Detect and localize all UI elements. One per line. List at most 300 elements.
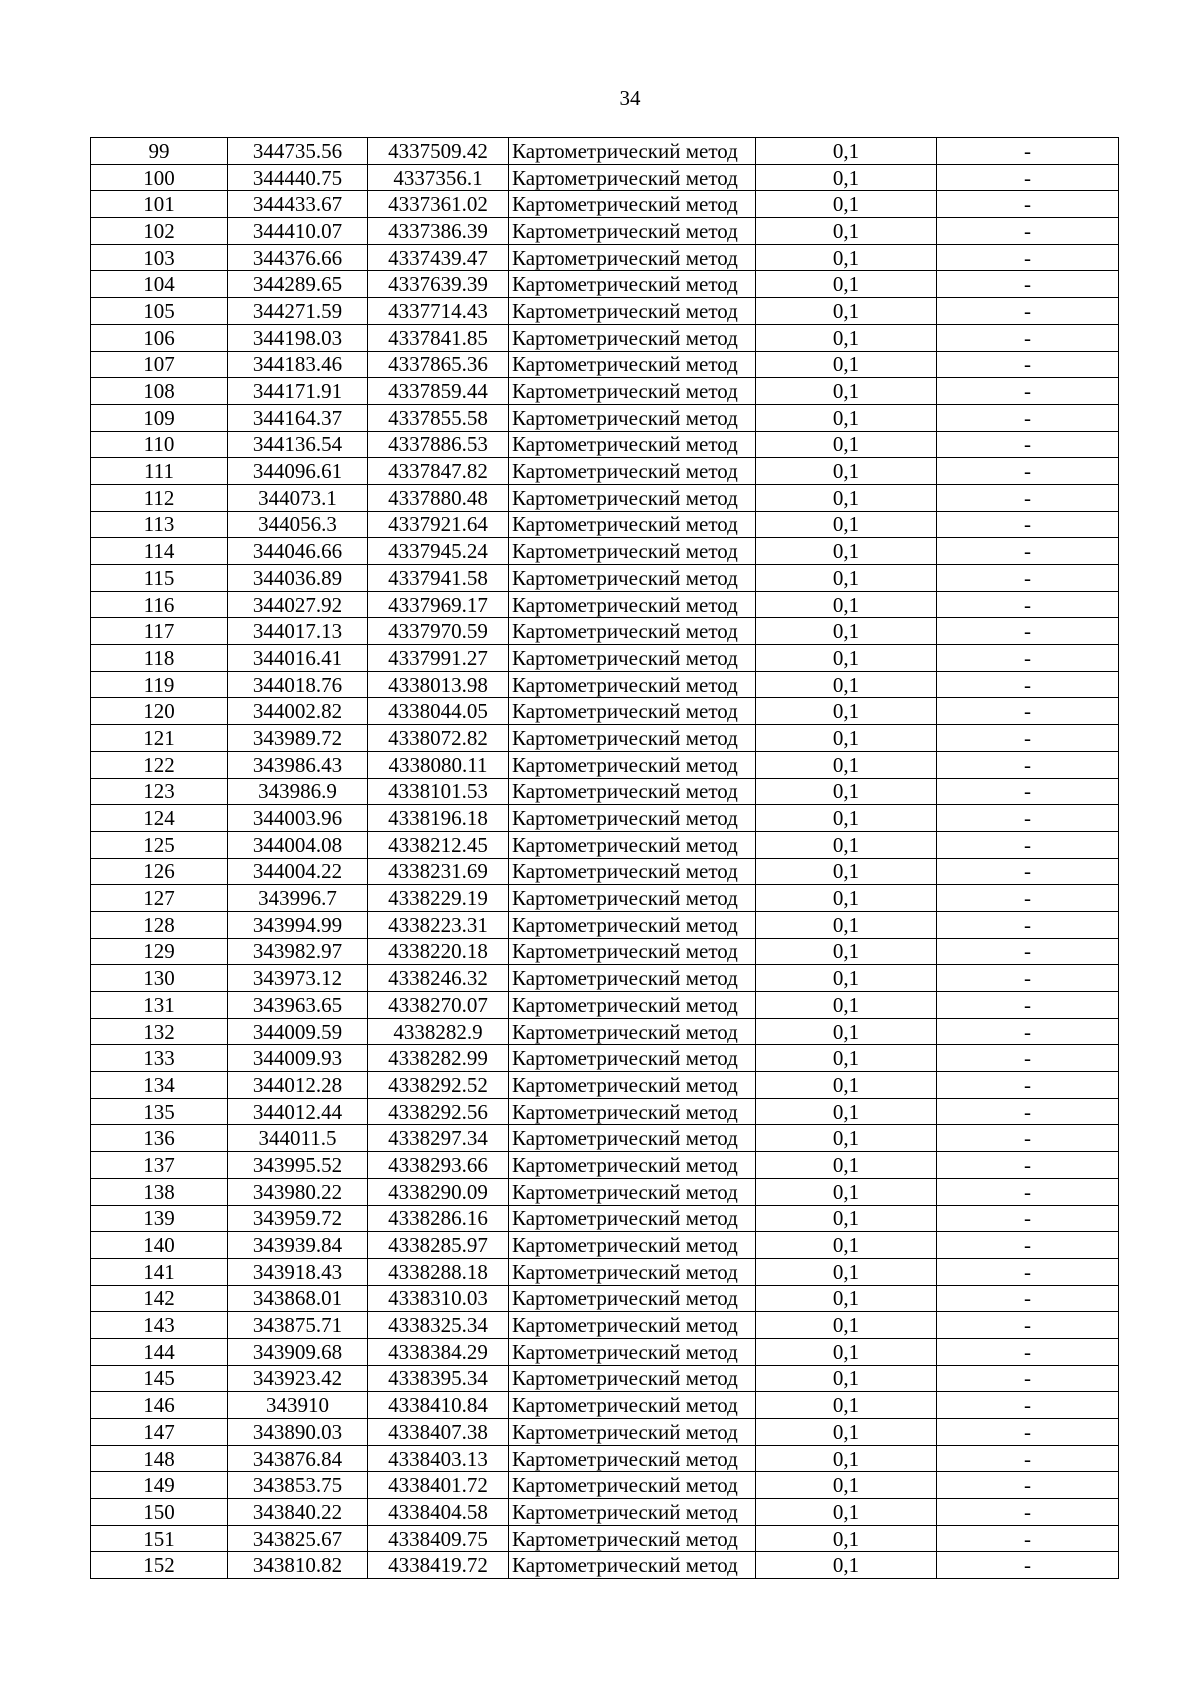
x-coordinate-cell: 344016.41 [228, 645, 368, 672]
y-coordinate-cell: 4338072.82 [368, 725, 509, 752]
accuracy-cell: 0,1 [756, 164, 937, 191]
description-cell: - [937, 911, 1119, 938]
point-number-cell: 114 [91, 538, 228, 565]
y-coordinate-cell: 4338231.69 [368, 858, 509, 885]
y-coordinate-cell: 4337639.39 [368, 271, 509, 298]
method-cell: Картометрический метод [509, 1285, 756, 1312]
table-row [91, 1312, 1119, 1339]
accuracy-cell: 0,1 [756, 565, 937, 592]
point-number-cell: 129 [91, 938, 228, 965]
method-cell: Картометрический метод [509, 1499, 756, 1526]
table-row [91, 1205, 1119, 1232]
description-cell: - [937, 565, 1119, 592]
y-coordinate-cell: 4337921.64 [368, 511, 509, 538]
y-coordinate-cell: 4338409.75 [368, 1525, 509, 1552]
x-coordinate-cell: 344271.59 [228, 298, 368, 325]
x-coordinate-cell: 344433.67 [228, 191, 368, 218]
x-coordinate-cell: 343890.03 [228, 1419, 368, 1446]
description-cell: - [937, 351, 1119, 378]
y-coordinate-cell: 4337941.58 [368, 565, 509, 592]
description-cell: - [937, 1312, 1119, 1339]
point-number-cell: 130 [91, 965, 228, 992]
accuracy-cell: 0,1 [756, 271, 937, 298]
accuracy-cell: 0,1 [756, 698, 937, 725]
method-cell: Картометрический метод [509, 965, 756, 992]
method-cell: Картометрический метод [509, 431, 756, 458]
x-coordinate-cell: 343875.71 [228, 1312, 368, 1339]
x-coordinate-cell: 344440.75 [228, 164, 368, 191]
method-cell: Картометрический метод [509, 484, 756, 511]
accuracy-cell: 0,1 [756, 1045, 937, 1072]
table-row [91, 484, 1119, 511]
x-coordinate-cell: 343963.65 [228, 992, 368, 1019]
method-cell: Картометрический метод [509, 911, 756, 938]
description-cell: - [937, 1205, 1119, 1232]
method-cell: Картометрический метод [509, 805, 756, 832]
y-coordinate-cell: 4338403.13 [368, 1445, 509, 1472]
table-row [91, 404, 1119, 431]
point-number-cell: 125 [91, 831, 228, 858]
y-coordinate-cell: 4337859.44 [368, 378, 509, 405]
y-coordinate-cell: 4337714.43 [368, 298, 509, 325]
y-coordinate-cell: 4338292.52 [368, 1072, 509, 1099]
x-coordinate-cell: 344735.56 [228, 138, 368, 165]
method-cell: Картометрический метод [509, 378, 756, 405]
y-coordinate-cell: 4338384.29 [368, 1338, 509, 1365]
x-coordinate-cell: 344036.89 [228, 565, 368, 592]
table-row [91, 1018, 1119, 1045]
point-number-cell: 99 [91, 138, 228, 165]
accuracy-cell: 0,1 [756, 831, 937, 858]
accuracy-cell: 0,1 [756, 538, 937, 565]
accuracy-cell: 0,1 [756, 511, 937, 538]
point-number-cell: 116 [91, 591, 228, 618]
method-cell: Картометрический метод [509, 538, 756, 565]
table-row [91, 271, 1119, 298]
method-cell: Картометрический метод [509, 1365, 756, 1392]
method-cell: Картометрический метод [509, 1392, 756, 1419]
accuracy-cell: 0,1 [756, 351, 937, 378]
y-coordinate-cell: 4338325.34 [368, 1312, 509, 1339]
y-coordinate-cell: 4338401.72 [368, 1472, 509, 1499]
y-coordinate-cell: 4338395.34 [368, 1365, 509, 1392]
accuracy-cell: 0,1 [756, 431, 937, 458]
description-cell: - [937, 805, 1119, 832]
point-number-cell: 144 [91, 1338, 228, 1365]
method-cell: Картометрический метод [509, 458, 756, 485]
method-cell: Картометрический метод [509, 351, 756, 378]
x-coordinate-cell: 344136.54 [228, 431, 368, 458]
description-cell: - [937, 1045, 1119, 1072]
table-row [91, 164, 1119, 191]
accuracy-cell: 0,1 [756, 1072, 937, 1099]
table-row [91, 1419, 1119, 1446]
y-coordinate-cell: 4338196.18 [368, 805, 509, 832]
y-coordinate-cell: 4337439.47 [368, 244, 509, 271]
accuracy-cell: 0,1 [756, 1312, 937, 1339]
x-coordinate-cell: 344171.91 [228, 378, 368, 405]
y-coordinate-cell: 4338044.05 [368, 698, 509, 725]
x-coordinate-cell: 343810.82 [228, 1552, 368, 1579]
point-number-cell: 150 [91, 1499, 228, 1526]
method-cell: Картометрический метод [509, 725, 756, 752]
method-cell: Картометрический метод [509, 645, 756, 672]
description-cell: - [937, 751, 1119, 778]
point-number-cell: 101 [91, 191, 228, 218]
point-number-cell: 103 [91, 244, 228, 271]
description-cell: - [937, 1419, 1119, 1446]
table-row [91, 138, 1119, 165]
accuracy-cell: 0,1 [756, 191, 937, 218]
method-cell: Картометрический метод [509, 565, 756, 592]
table-row [91, 218, 1119, 245]
accuracy-cell: 0,1 [756, 378, 937, 405]
point-number-cell: 106 [91, 324, 228, 351]
point-number-cell: 124 [91, 805, 228, 832]
y-coordinate-cell: 4338220.18 [368, 938, 509, 965]
description-cell: - [937, 831, 1119, 858]
point-number-cell: 137 [91, 1152, 228, 1179]
x-coordinate-cell: 344009.59 [228, 1018, 368, 1045]
x-coordinate-cell: 343994.99 [228, 911, 368, 938]
accuracy-cell: 0,1 [756, 1499, 937, 1526]
description-cell: - [937, 645, 1119, 672]
coordinates-table [90, 137, 1119, 1579]
y-coordinate-cell: 4338292.56 [368, 1098, 509, 1125]
point-number-cell: 110 [91, 431, 228, 458]
y-coordinate-cell: 4337991.27 [368, 645, 509, 672]
accuracy-cell: 0,1 [756, 1178, 937, 1205]
table-row [91, 191, 1119, 218]
method-cell: Картометрический метод [509, 298, 756, 325]
x-coordinate-cell: 344027.92 [228, 591, 368, 618]
method-cell: Картометрический метод [509, 324, 756, 351]
y-coordinate-cell: 4338293.66 [368, 1152, 509, 1179]
y-coordinate-cell: 4338013.98 [368, 671, 509, 698]
accuracy-cell: 0,1 [756, 645, 937, 672]
table-row [91, 938, 1119, 965]
accuracy-cell: 0,1 [756, 1552, 937, 1579]
description-cell: - [937, 538, 1119, 565]
description-cell: - [937, 1525, 1119, 1552]
point-number-cell: 132 [91, 1018, 228, 1045]
accuracy-cell: 0,1 [756, 298, 937, 325]
table-row [91, 698, 1119, 725]
point-number-cell: 127 [91, 885, 228, 912]
x-coordinate-cell: 344289.65 [228, 271, 368, 298]
method-cell: Картометрический метод [509, 1445, 756, 1472]
point-number-cell: 134 [91, 1072, 228, 1099]
description-cell: - [937, 938, 1119, 965]
method-cell: Картометрический метод [509, 1312, 756, 1339]
y-coordinate-cell: 4338286.16 [368, 1205, 509, 1232]
method-cell: Картометрический метод [509, 1419, 756, 1446]
method-cell: Картометрический метод [509, 1338, 756, 1365]
description-cell: - [937, 1445, 1119, 1472]
description-cell: - [937, 404, 1119, 431]
accuracy-cell: 0,1 [756, 484, 937, 511]
description-cell: - [937, 1152, 1119, 1179]
x-coordinate-cell: 344004.08 [228, 831, 368, 858]
table-row [91, 1098, 1119, 1125]
method-cell: Картометрический метод [509, 698, 756, 725]
y-coordinate-cell: 4338410.84 [368, 1392, 509, 1419]
x-coordinate-cell: 344056.3 [228, 511, 368, 538]
table-row [91, 1472, 1119, 1499]
accuracy-cell: 0,1 [756, 1472, 937, 1499]
accuracy-cell: 0,1 [756, 1338, 937, 1365]
y-coordinate-cell: 4337361.02 [368, 191, 509, 218]
table-row [91, 378, 1119, 405]
x-coordinate-cell: 344376.66 [228, 244, 368, 271]
table-row [91, 1499, 1119, 1526]
x-coordinate-cell: 344018.76 [228, 671, 368, 698]
x-coordinate-cell: 344012.28 [228, 1072, 368, 1099]
description-cell: - [937, 1392, 1119, 1419]
accuracy-cell: 0,1 [756, 1018, 937, 1045]
table-row [91, 324, 1119, 351]
accuracy-cell: 0,1 [756, 911, 937, 938]
y-coordinate-cell: 4337847.82 [368, 458, 509, 485]
accuracy-cell: 0,1 [756, 885, 937, 912]
x-coordinate-cell: 344073.1 [228, 484, 368, 511]
accuracy-cell: 0,1 [756, 725, 937, 752]
x-coordinate-cell: 343982.97 [228, 938, 368, 965]
table-row [91, 885, 1119, 912]
x-coordinate-cell: 344198.03 [228, 324, 368, 351]
method-cell: Картометрический метод [509, 778, 756, 805]
method-cell: Картометрический метод [509, 992, 756, 1019]
y-coordinate-cell: 4338297.34 [368, 1125, 509, 1152]
method-cell: Картометрический метод [509, 1045, 756, 1072]
accuracy-cell: 0,1 [756, 778, 937, 805]
table-row [91, 244, 1119, 271]
method-cell: Картометрический метод [509, 1552, 756, 1579]
description-cell: - [937, 1072, 1119, 1099]
accuracy-cell: 0,1 [756, 1525, 937, 1552]
accuracy-cell: 0,1 [756, 1285, 937, 1312]
table-row [91, 1072, 1119, 1099]
table-row [91, 725, 1119, 752]
x-coordinate-cell: 344012.44 [228, 1098, 368, 1125]
description-cell: - [937, 1472, 1119, 1499]
y-coordinate-cell: 4337509.42 [368, 138, 509, 165]
accuracy-cell: 0,1 [756, 1392, 937, 1419]
description-cell: - [937, 458, 1119, 485]
description-cell: - [937, 591, 1119, 618]
description-cell: - [937, 298, 1119, 325]
accuracy-cell: 0,1 [756, 591, 937, 618]
point-number-cell: 146 [91, 1392, 228, 1419]
description-cell: - [937, 511, 1119, 538]
coordinates-table-body [91, 138, 1119, 1579]
point-number-cell: 126 [91, 858, 228, 885]
description-cell: - [937, 1178, 1119, 1205]
method-cell: Картометрический метод [509, 404, 756, 431]
point-number-cell: 133 [91, 1045, 228, 1072]
point-number-cell: 119 [91, 671, 228, 698]
x-coordinate-cell: 343995.52 [228, 1152, 368, 1179]
point-number-cell: 118 [91, 645, 228, 672]
accuracy-cell: 0,1 [756, 1205, 937, 1232]
description-cell: - [937, 324, 1119, 351]
page-number: 34 [619, 86, 641, 110]
method-cell: Картометрический метод [509, 1258, 756, 1285]
y-coordinate-cell: 4338419.72 [368, 1552, 509, 1579]
x-coordinate-cell: 343876.84 [228, 1445, 368, 1472]
method-cell: Картометрический метод [509, 1125, 756, 1152]
table-row [91, 671, 1119, 698]
table-row [91, 1258, 1119, 1285]
accuracy-cell: 0,1 [756, 1125, 937, 1152]
point-number-cell: 141 [91, 1258, 228, 1285]
y-coordinate-cell: 4337855.58 [368, 404, 509, 431]
point-number-cell: 140 [91, 1232, 228, 1259]
y-coordinate-cell: 4338282.9 [368, 1018, 509, 1045]
accuracy-cell: 0,1 [756, 671, 937, 698]
method-cell: Картометрический метод [509, 511, 756, 538]
point-number-cell: 148 [91, 1445, 228, 1472]
table-row [91, 992, 1119, 1019]
point-number-cell: 120 [91, 698, 228, 725]
x-coordinate-cell: 343868.01 [228, 1285, 368, 1312]
description-cell: - [937, 1125, 1119, 1152]
table-row [91, 911, 1119, 938]
method-cell: Картометрический метод [509, 1232, 756, 1259]
table-row [91, 965, 1119, 992]
method-cell: Картометрический метод [509, 244, 756, 271]
y-coordinate-cell: 4337970.59 [368, 618, 509, 645]
table-row [91, 351, 1119, 378]
accuracy-cell: 0,1 [756, 1258, 937, 1285]
point-number-cell: 115 [91, 565, 228, 592]
x-coordinate-cell: 343989.72 [228, 725, 368, 752]
table-row [91, 1045, 1119, 1072]
description-cell: - [937, 778, 1119, 805]
x-coordinate-cell: 344011.5 [228, 1125, 368, 1152]
y-coordinate-cell: 4338404.58 [368, 1499, 509, 1526]
x-coordinate-cell: 343840.22 [228, 1499, 368, 1526]
description-cell: - [937, 858, 1119, 885]
accuracy-cell: 0,1 [756, 138, 937, 165]
description-cell: - [937, 218, 1119, 245]
x-coordinate-cell: 343996.7 [228, 885, 368, 912]
x-coordinate-cell: 343959.72 [228, 1205, 368, 1232]
y-coordinate-cell: 4338080.11 [368, 751, 509, 778]
description-cell: - [937, 725, 1119, 752]
x-coordinate-cell: 344183.46 [228, 351, 368, 378]
x-coordinate-cell: 344004.22 [228, 858, 368, 885]
table-row [91, 778, 1119, 805]
accuracy-cell: 0,1 [756, 1098, 937, 1125]
description-cell: - [937, 164, 1119, 191]
method-cell: Картометрический метод [509, 1072, 756, 1099]
accuracy-cell: 0,1 [756, 1419, 937, 1446]
description-cell: - [937, 965, 1119, 992]
point-number-cell: 138 [91, 1178, 228, 1205]
table-row [91, 645, 1119, 672]
description-cell: - [937, 378, 1119, 405]
accuracy-cell: 0,1 [756, 1365, 937, 1392]
table-row [91, 565, 1119, 592]
x-coordinate-cell: 344009.93 [228, 1045, 368, 1072]
x-coordinate-cell: 344003.96 [228, 805, 368, 832]
y-coordinate-cell: 4338407.38 [368, 1419, 509, 1446]
method-cell: Картометрический метод [509, 1525, 756, 1552]
point-number-cell: 113 [91, 511, 228, 538]
x-coordinate-cell: 343825.67 [228, 1525, 368, 1552]
table-row [91, 1338, 1119, 1365]
description-cell: - [937, 484, 1119, 511]
method-cell: Картометрический метод [509, 1205, 756, 1232]
table-row [91, 1365, 1119, 1392]
table-row [91, 805, 1119, 832]
y-coordinate-cell: 4338246.32 [368, 965, 509, 992]
point-number-cell: 149 [91, 1472, 228, 1499]
method-cell: Картометрический метод [509, 591, 756, 618]
method-cell: Картометрический метод [509, 271, 756, 298]
y-coordinate-cell: 4337841.85 [368, 324, 509, 351]
description-cell: - [937, 671, 1119, 698]
accuracy-cell: 0,1 [756, 965, 937, 992]
point-number-cell: 105 [91, 298, 228, 325]
point-number-cell: 102 [91, 218, 228, 245]
method-cell: Картометрический метод [509, 1098, 756, 1125]
point-number-cell: 142 [91, 1285, 228, 1312]
point-number-cell: 151 [91, 1525, 228, 1552]
accuracy-cell: 0,1 [756, 1445, 937, 1472]
table-row [91, 431, 1119, 458]
y-coordinate-cell: 4338223.31 [368, 911, 509, 938]
table-row [91, 1232, 1119, 1259]
x-coordinate-cell: 344002.82 [228, 698, 368, 725]
point-number-cell: 143 [91, 1312, 228, 1339]
point-number-cell: 112 [91, 484, 228, 511]
point-number-cell: 131 [91, 992, 228, 1019]
accuracy-cell: 0,1 [756, 404, 937, 431]
method-cell: Картометрический метод [509, 751, 756, 778]
x-coordinate-cell: 343923.42 [228, 1365, 368, 1392]
method-cell: Картометрический метод [509, 1472, 756, 1499]
table-row [91, 511, 1119, 538]
y-coordinate-cell: 4338290.09 [368, 1178, 509, 1205]
x-coordinate-cell: 344096.61 [228, 458, 368, 485]
method-cell: Картометрический метод [509, 858, 756, 885]
table-row [91, 858, 1119, 885]
point-number-cell: 122 [91, 751, 228, 778]
description-cell: - [937, 191, 1119, 218]
method-cell: Картометрический метод [509, 218, 756, 245]
x-coordinate-cell: 343980.22 [228, 1178, 368, 1205]
point-number-cell: 100 [91, 164, 228, 191]
description-cell: - [937, 1258, 1119, 1285]
x-coordinate-cell: 343986.9 [228, 778, 368, 805]
y-coordinate-cell: 4337969.17 [368, 591, 509, 618]
description-cell: - [937, 138, 1119, 165]
x-coordinate-cell: 343918.43 [228, 1258, 368, 1285]
description-cell: - [937, 1365, 1119, 1392]
description-cell: - [937, 1285, 1119, 1312]
y-coordinate-cell: 4338282.99 [368, 1045, 509, 1072]
y-coordinate-cell: 4337386.39 [368, 218, 509, 245]
accuracy-cell: 0,1 [756, 458, 937, 485]
table-row [91, 1152, 1119, 1179]
y-coordinate-cell: 4337880.48 [368, 484, 509, 511]
method-cell: Картометрический метод [509, 1018, 756, 1045]
table-row [91, 1392, 1119, 1419]
point-number-cell: 139 [91, 1205, 228, 1232]
method-cell: Картометрический метод [509, 138, 756, 165]
